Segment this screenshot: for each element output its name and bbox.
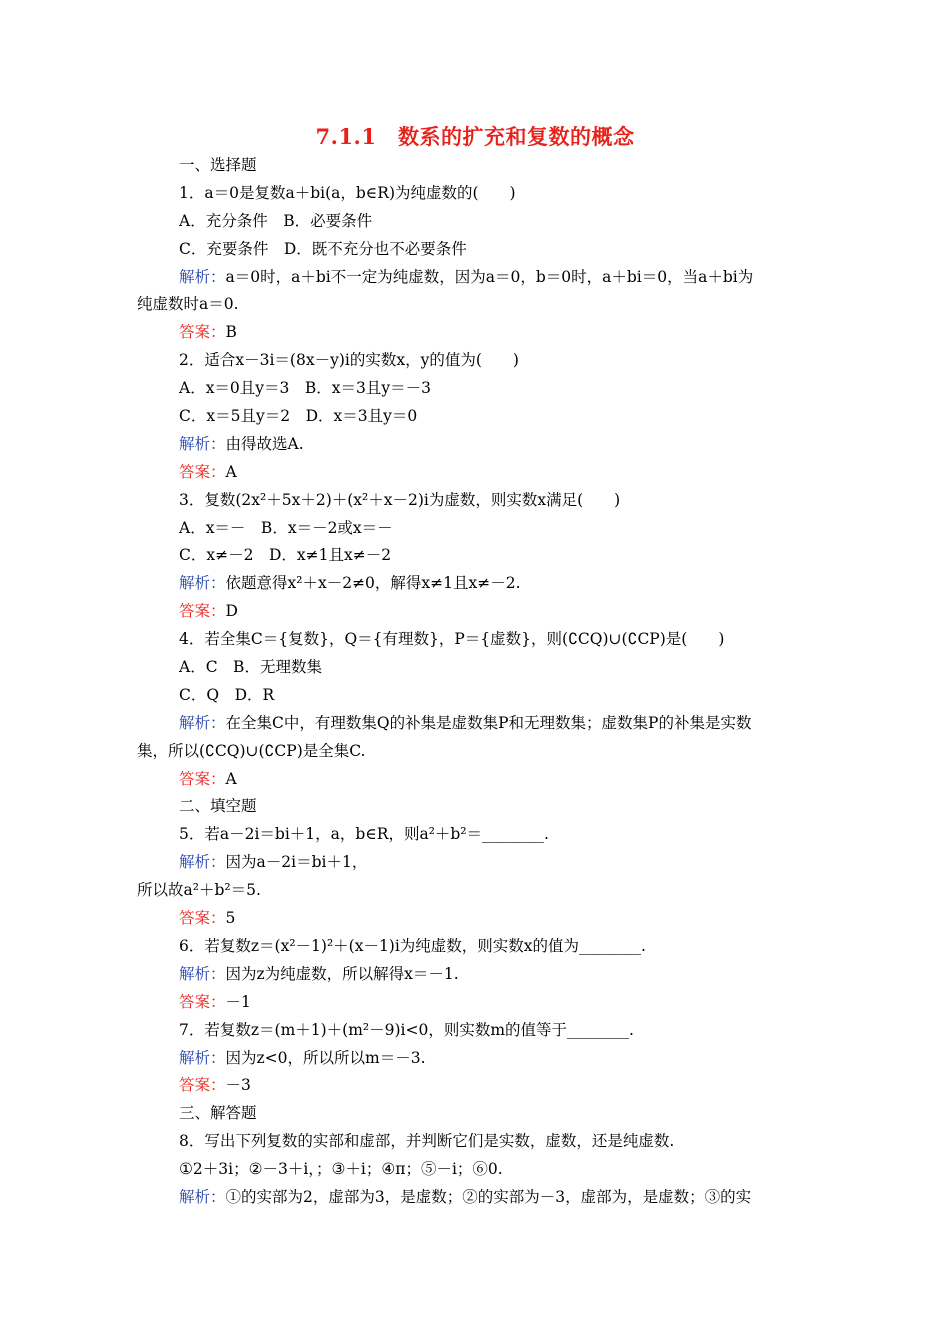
text-line — [137, 1156, 817, 1184]
line-text: 集，所以(∁CQ)∪(∁CP)是全集C. — [137, 741, 366, 760]
text-line — [137, 1017, 817, 1045]
line-text: A — [225, 462, 237, 481]
analysis-line — [137, 710, 817, 738]
text-line — [137, 515, 817, 543]
analysis-label: 解析： — [179, 267, 226, 286]
line-text: 6．若复数z＝(x²－1)²＋(x－1)i为纯虚数，则实数x的值为________. — [179, 936, 646, 955]
text-line — [137, 933, 817, 961]
analysis-label: 解析： — [179, 434, 226, 453]
line-text: 二、填空题 — [179, 797, 257, 816]
line-text: A — [225, 769, 237, 788]
text-line — [137, 403, 817, 431]
line-text: 4．若全集C＝{复数}，Q＝{有理数}，P＝{虚数}，则(∁CQ)∪(∁CP)是( ) — [179, 630, 725, 649]
text-line — [137, 626, 817, 654]
line-text: 纯虚数时a＝0. — [137, 295, 239, 314]
line-text: C．x＝5且y＝2 D．x＝3且y＝0 — [179, 407, 418, 426]
line-text: 7．若复数z＝(m＋1)＋(m²－9)i<0，则实数m的值等于________. — [179, 1020, 634, 1039]
text-line — [137, 738, 817, 766]
text-line — [137, 877, 817, 905]
analysis-label: 解析： — [179, 964, 226, 983]
line-text: 5 — [225, 909, 236, 928]
line-text: 三、解答题 — [179, 1104, 257, 1123]
document-body — [137, 152, 817, 1212]
answer-label: 答案： — [179, 992, 226, 1011]
line-text: C．x≠－2 D．x≠1且x≠－2 — [179, 546, 392, 565]
answer-line — [137, 989, 817, 1017]
analysis-line — [137, 431, 817, 459]
text-line — [137, 180, 817, 208]
answer-label: 答案： — [179, 909, 226, 928]
line-text: 由得故选A. — [225, 434, 304, 453]
text-line — [137, 208, 817, 236]
line-text: ①2＋3i；②－3＋i，；③＋i；④π；⑤－i；⑥0. — [179, 1160, 503, 1179]
line-text: －1 — [225, 992, 251, 1011]
line-text: 因为z为纯虚数，所以解得x＝－1. — [225, 964, 459, 983]
answer-label: 答案： — [179, 769, 226, 788]
line-text: 因为z<0，所以所以m＝－3. — [225, 1048, 426, 1067]
answer-label: 答案： — [179, 1076, 226, 1095]
answer-label: 答案： — [179, 602, 226, 621]
text-line — [137, 236, 817, 264]
line-text: A．x＝－ B．x＝－2或x＝－ — [179, 518, 393, 537]
line-text: 5．若a－2i＝bi＋1，a，b∈R，则a²＋b²＝________. — [179, 825, 549, 844]
answer-label: 答案： — [179, 462, 226, 481]
text-line — [137, 347, 817, 375]
line-text: 在全集C中，有理数集Q的补集是虚数集P和无理数集；虚数集P的补集是实数 — [225, 713, 752, 732]
analysis-line — [137, 1184, 817, 1212]
line-text: 1．a＝0是复数a＋bi(a，b∈R)为纯虚数的( ) — [179, 183, 516, 202]
line-text: A．x＝0且y＝3 B．x＝3且y＝－3 — [179, 379, 432, 398]
analysis-line — [137, 961, 817, 989]
text-line — [137, 1128, 817, 1156]
analysis-label: 解析： — [179, 1187, 226, 1206]
answer-line — [137, 598, 817, 626]
text-line — [137, 487, 817, 515]
analysis-label: 解析： — [179, 713, 226, 732]
line-text: －3 — [225, 1076, 251, 1095]
document-title: 7.1.1 数系的扩充和复数的概念 — [315, 124, 635, 149]
analysis-label: 解析： — [179, 853, 226, 872]
text-line — [137, 542, 817, 570]
line-text: A．充分条件 B．必要条件 — [179, 211, 373, 230]
answer-line — [137, 1072, 817, 1100]
line-text: 8．写出下列复数的实部和虚部，并判断它们是实数，虚数，还是纯虚数. — [179, 1132, 675, 1151]
analysis-label: 解析： — [179, 1048, 226, 1067]
text-line — [137, 682, 817, 710]
line-text: ①的实部为2，虚部为3，是虚数；②的实部为－3，虚部为，是虚数；③的实 — [225, 1187, 752, 1206]
analysis-line — [137, 264, 817, 292]
line-text: A．C B．无理数集 — [179, 658, 322, 677]
line-text: D — [225, 602, 238, 621]
analysis-label: 解析： — [179, 574, 226, 593]
analysis-line — [137, 849, 817, 877]
line-text: B — [225, 323, 237, 342]
answer-line — [137, 905, 817, 933]
line-text: 所以故a²＋b²＝5. — [137, 881, 261, 900]
line-text: a＝0时，a＋bi不一定为纯虚数，因为a＝0，b＝0时，a＋bi＝0，当a＋bi为 — [225, 267, 754, 286]
analysis-line — [137, 570, 817, 598]
text-line — [137, 375, 817, 403]
line-text: 一、选择题 — [179, 156, 257, 174]
text-line — [137, 291, 817, 319]
text-line — [137, 654, 817, 682]
line-text: 3．复数(2x²＋5x＋2)＋(x²＋x－2)i为虚数，则实数x满足( ) — [179, 490, 621, 509]
line-text: 因为a－2i＝bi＋1， — [225, 853, 368, 872]
line-text: C．Q D．R — [179, 685, 275, 704]
text-line — [137, 152, 817, 180]
answer-line — [137, 766, 817, 794]
line-text: 依题意得x²＋x－2≠0，解得x≠1且x≠－2. — [225, 574, 521, 593]
text-line — [137, 821, 817, 849]
text-line — [137, 793, 817, 821]
answer-label: 答案： — [179, 323, 226, 342]
answer-line — [137, 459, 817, 487]
line-text: C．充要条件 D．既不充分也不必要条件 — [179, 239, 467, 258]
text-line — [137, 1100, 817, 1128]
answer-line — [137, 319, 817, 347]
line-text: 2．适合x－3i＝(8x－y)i的实数x，y的值为( ) — [179, 351, 519, 370]
analysis-line — [137, 1045, 817, 1073]
